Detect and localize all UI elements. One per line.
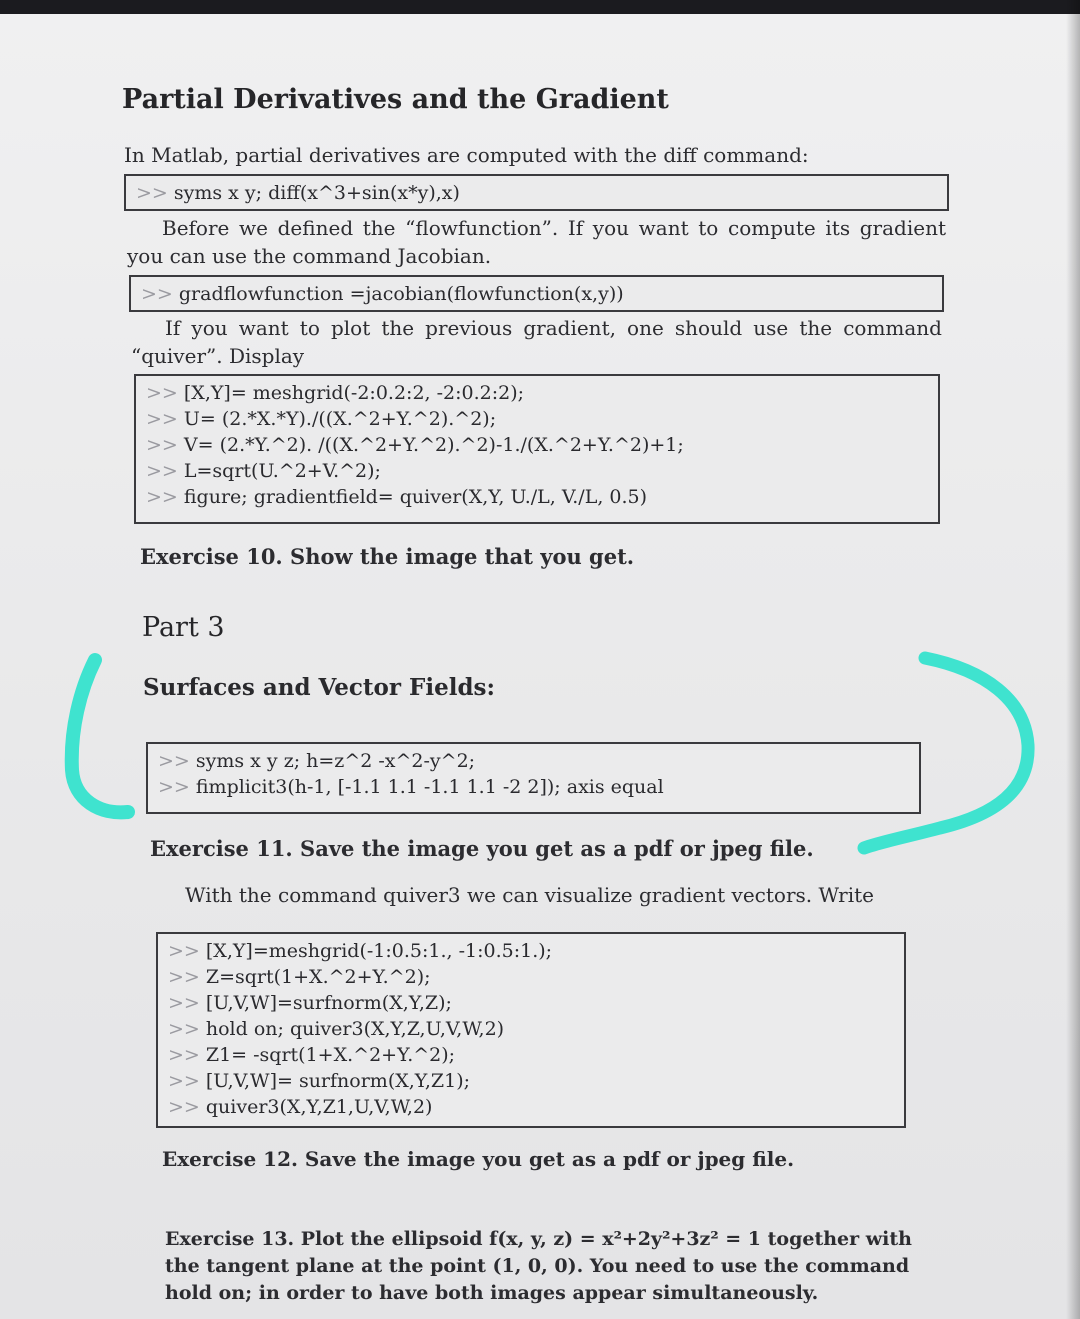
prompt-symbol: >> xyxy=(168,1044,200,1066)
prompt-symbol: >> xyxy=(146,382,178,404)
code-line: >> syms x y; diff(x^3+sin(x*y),x) xyxy=(136,182,460,204)
prompt-symbol: >> xyxy=(168,1070,200,1092)
prompt-symbol: >> xyxy=(168,966,200,988)
exercise-11: Exercise 11. Save the image you get as a pdf or jpeg file. xyxy=(150,836,814,861)
code-line: >> [U,V,W]=surfnorm(X,Y,Z); xyxy=(168,992,452,1014)
right-bracket-mark xyxy=(864,658,1028,848)
exercise-13-line3: hold on; in order to have both images appear simultaneously. xyxy=(165,1282,819,1304)
prompt-symbol: >> xyxy=(146,486,178,508)
prompt-symbol: >> xyxy=(168,992,200,1014)
code-line: >> L=sqrt(U.^2+V.^2); xyxy=(146,460,381,482)
code-line: >> [X,Y]=meshgrid(-1:0.5:1., -1:0.5:1.); xyxy=(168,940,553,962)
left-bracket-mark xyxy=(72,660,128,812)
quiver3-text: With the command quiver3 we can visualize gradient vectors. Write xyxy=(185,883,874,907)
code-line: >> U= (2.*X.*Y)./((X.^2+Y.^2).^2); xyxy=(146,408,497,430)
prompt-symbol: >> xyxy=(158,776,190,798)
code-line: >> fimplicit3(h-1, [-1.1 1.1 -1.1 1.1 -2 2]); axis equal xyxy=(158,776,664,798)
subsection-heading: Surfaces and Vector Fields: xyxy=(143,674,495,701)
code-line: >> quiver3(X,Y,Z1,U,V,W,2) xyxy=(168,1096,433,1118)
code-line: >> hold on; quiver3(X,Y,Z,U,V,W,2) xyxy=(168,1018,505,1040)
code-line: >> syms x y z; h=z^2 -x^2-y^2; xyxy=(158,750,476,772)
code-line: >> [X,Y]= meshgrid(-2:0.2:2, -2:0.2:2); xyxy=(146,382,525,404)
exercise-13-line1: Exercise 13. Plot the ellipsoid f(x, y, z) = x²+2y²+3z² = 1 together with xyxy=(165,1228,912,1250)
code-line: >> [U,V,W]= surfnorm(X,Y,Z1); xyxy=(168,1070,471,1092)
section-heading: Partial Derivatives and the Gradient xyxy=(122,84,669,115)
intro-text: In Matlab, partial derivatives are computed with the diff command: xyxy=(124,143,809,167)
paragraph-quiver-line1: If you want to plot the previous gradient, one should use the command xyxy=(165,316,942,340)
prompt-symbol: >> xyxy=(146,434,178,456)
prompt-symbol: >> xyxy=(146,408,178,430)
prompt-symbol: >> xyxy=(136,182,168,204)
paragraph-quiver-line2: “quiver”. Display xyxy=(131,344,305,368)
code-line: >> gradflowfunction =jacobian(flowfunction(x,y)) xyxy=(141,283,624,305)
code-line: >> Z1= -sqrt(1+X.^2+Y.^2); xyxy=(168,1044,456,1066)
prompt-symbol: >> xyxy=(168,1018,200,1040)
exercise-10: Exercise 10. Show the image that you get. xyxy=(140,544,635,569)
part-heading: Part 3 xyxy=(142,612,225,643)
prompt-symbol: >> xyxy=(168,940,200,962)
prompt-symbol: >> xyxy=(141,283,173,305)
paragraph-flowfunction-line1: Before we defined the “flowfunction”. If you want to compute its gradient xyxy=(162,216,946,240)
prompt-symbol: >> xyxy=(146,460,178,482)
prompt-symbol: >> xyxy=(158,750,190,772)
code-line: >> figure; gradientfield= quiver(X,Y, U./L, V./L, 0.5) xyxy=(146,486,648,508)
prompt-symbol: >> xyxy=(168,1096,200,1118)
exercise-12: Exercise 12. Save the image you get as a pdf or jpeg file. xyxy=(162,1147,795,1171)
code-line: >> Z=sqrt(1+X.^2+Y.^2); xyxy=(168,966,431,988)
exercise-13-line2: the tangent plane at the point (1, 0, 0). You need to use the command xyxy=(165,1255,910,1277)
paragraph-flowfunction-line2: you can use the command Jacobian. xyxy=(127,244,492,268)
code-line: >> V= (2.*Y.^2). /((X.^2+Y.^2).^2)-1./(X.^2+Y.^2)+1; xyxy=(146,434,684,456)
monitor-edge xyxy=(1066,0,1080,1319)
